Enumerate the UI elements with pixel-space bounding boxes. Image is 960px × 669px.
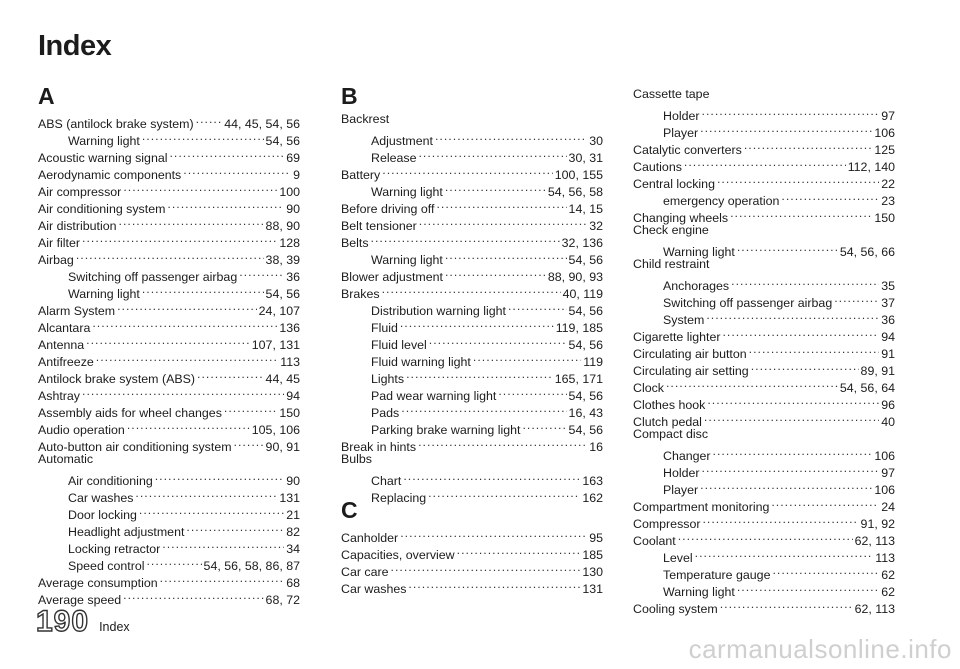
dot-leader	[76, 247, 264, 264]
entry-pages: 68	[286, 576, 300, 590]
entry-term: Catalytic converters	[633, 143, 742, 157]
index-subentry	[38, 264, 300, 284]
entry-term: Lights	[371, 372, 405, 386]
dot-leader	[82, 230, 277, 247]
entry-pages: 119, 185	[555, 321, 603, 335]
entry-pages: 90	[286, 202, 300, 216]
entry-pages: 21	[286, 508, 300, 522]
dot-leader	[666, 375, 838, 392]
entry-term: Before driving off	[341, 202, 435, 216]
entry-term: Release	[371, 151, 417, 165]
entry-term: Headlight adjustment	[68, 525, 185, 539]
entry-term: Changing wheels	[633, 211, 729, 225]
dot-leader	[391, 559, 581, 576]
entry-pages: 54, 56	[568, 389, 603, 403]
dot-leader	[234, 434, 264, 451]
entry-pages: 106	[874, 483, 895, 497]
entry-pages: 94	[881, 330, 895, 344]
entry-term: Brakes	[341, 287, 380, 301]
entry-term: Blower adjustment	[341, 270, 443, 284]
entry-term: Acoustic warning signal	[38, 151, 168, 165]
entry-pages: 35	[881, 279, 895, 293]
entry-pages: 30	[589, 134, 603, 148]
entry-pages: 54, 56	[568, 304, 603, 318]
index-entry	[633, 86, 895, 103]
index-entry	[633, 222, 895, 239]
entry-term: Compact disc	[633, 427, 709, 441]
index-entry	[633, 392, 895, 412]
dot-leader	[160, 570, 285, 587]
entry-pages: 37	[881, 296, 895, 310]
index-subentry	[38, 468, 300, 488]
entry-pages: 96	[881, 398, 895, 412]
entry-term: Average speed	[38, 593, 122, 607]
dot-leader	[86, 332, 250, 349]
entry-pages: 119	[583, 355, 603, 369]
dot-leader	[834, 290, 879, 307]
entry-term: Belts	[341, 236, 369, 250]
entry-term: Level	[663, 551, 693, 565]
dot-leader	[522, 417, 566, 434]
page-title: Index	[38, 30, 112, 62]
entry-pages: 54, 56, 58	[547, 185, 603, 199]
dot-leader	[737, 239, 838, 256]
entry-term: Automatic	[38, 452, 94, 466]
dot-leader	[751, 358, 859, 375]
entry-pages: 106	[874, 449, 895, 463]
entry-pages: 94	[286, 389, 300, 403]
dot-leader	[169, 145, 284, 162]
index-entry	[341, 525, 603, 545]
entry-term: Warning light	[371, 253, 443, 267]
entry-pages: 131	[582, 582, 603, 596]
entry-pages: 54, 56	[265, 287, 300, 301]
entry-term: Chart	[371, 474, 402, 488]
dot-leader	[720, 596, 853, 613]
entry-term: Antifreeze	[38, 355, 94, 369]
dot-leader	[695, 545, 874, 562]
entry-pages: 68, 72	[265, 593, 300, 607]
dot-leader	[406, 366, 553, 383]
index-subentry	[341, 298, 603, 318]
entry-term: Battery	[341, 168, 381, 182]
dot-leader	[197, 366, 264, 383]
entry-pages: 163	[582, 474, 603, 488]
entry-pages: 24, 107	[258, 304, 300, 318]
entry-pages: 88, 90, 93	[547, 270, 603, 284]
dot-leader	[224, 400, 277, 417]
entry-pages: 9	[293, 168, 300, 182]
entry-term: Locking retractor	[68, 542, 161, 556]
dot-leader	[419, 213, 587, 230]
entry-term: Antenna	[38, 338, 85, 352]
entry-term: Clutch pedal	[633, 415, 702, 429]
entry-term: Fluid level	[371, 338, 427, 352]
dot-leader	[96, 349, 278, 366]
entry-pages: 136	[279, 321, 300, 335]
entry-term: Fluid warning light	[371, 355, 471, 369]
entry-term: Canholder	[341, 531, 399, 545]
entry-term: Antilock brake system (ABS)	[38, 372, 195, 386]
index-entry	[38, 247, 300, 267]
dot-leader	[183, 162, 291, 179]
dot-leader	[781, 188, 879, 205]
dot-leader	[731, 273, 879, 290]
entry-term: Coolant	[633, 534, 676, 548]
page-number: 190	[36, 605, 90, 638]
entry-pages: 14, 15	[568, 202, 603, 216]
page-footer	[36, 605, 130, 639]
entry-pages: 91	[881, 347, 895, 361]
dot-leader	[730, 205, 872, 222]
index-subentry	[341, 128, 603, 148]
entry-pages: 82	[286, 525, 300, 539]
entry-pages: 125	[874, 143, 895, 157]
entry-pages: 32, 136	[561, 236, 603, 250]
index-entry	[633, 426, 895, 443]
dot-leader	[678, 528, 853, 545]
dot-leader	[702, 511, 858, 528]
entry-pages: 38, 39	[265, 253, 300, 267]
dot-leader	[119, 213, 264, 230]
dot-leader	[196, 111, 223, 128]
entry-term: emergency operation	[663, 194, 780, 208]
entry-term: Audio operation	[38, 423, 125, 437]
dot-leader	[498, 383, 566, 400]
entry-term: Car care	[341, 565, 389, 579]
entry-pages: 34	[286, 542, 300, 556]
entry-term: Switching off passenger airbag	[68, 270, 238, 284]
index-entry	[633, 375, 895, 395]
entry-term: Air filter	[38, 236, 80, 250]
entry-pages: 100, 155	[554, 168, 603, 182]
dot-leader	[445, 247, 567, 264]
dot-leader	[445, 179, 546, 196]
entry-term: Alarm System	[38, 304, 116, 318]
entry-term: Auto-button air conditioning system	[38, 440, 232, 454]
entry-pages: 44, 45, 54, 56	[224, 117, 300, 131]
dot-leader	[123, 179, 277, 196]
entry-pages: 105, 106	[251, 423, 300, 437]
dot-leader	[400, 525, 587, 542]
index-entry	[341, 111, 603, 128]
entry-term: Cigarette lighter	[633, 330, 721, 344]
index-entry	[341, 230, 603, 250]
entry-term: Central locking	[633, 177, 715, 191]
dot-leader	[436, 196, 566, 213]
entry-term: Cassette tape	[633, 87, 710, 101]
entry-pages: 54, 56	[265, 134, 300, 148]
entry-pages: 22	[881, 177, 895, 191]
dot-leader	[167, 196, 284, 213]
entry-pages: 107, 131	[251, 338, 300, 352]
index-section-c-continued	[633, 86, 895, 616]
entry-pages: 54, 56	[568, 423, 603, 437]
dot-leader	[139, 502, 284, 519]
entry-term: Belt tensioner	[341, 219, 417, 233]
dot-leader	[82, 383, 284, 400]
index-subentry	[633, 239, 895, 259]
entry-pages: 40	[881, 415, 895, 429]
index-subentry	[633, 273, 895, 293]
entry-term: Warning light	[663, 585, 735, 599]
dot-leader	[737, 579, 879, 596]
entry-term: Air distribution	[38, 219, 117, 233]
dot-leader	[146, 553, 201, 570]
entry-term: Parking brake warning light	[371, 423, 521, 437]
entry-term: Holder	[663, 109, 700, 123]
entry-term: Check engine	[633, 223, 709, 237]
dot-leader	[186, 519, 284, 536]
entry-term: Temperature gauge	[663, 568, 771, 582]
entry-term: Warning light	[68, 134, 140, 148]
dot-leader	[707, 392, 879, 409]
dot-leader	[702, 460, 880, 477]
entry-term: Average consumption	[38, 576, 158, 590]
entry-pages: 112, 140	[847, 160, 895, 174]
entry-term: Ashtray	[38, 389, 81, 403]
entry-pages: 162	[582, 491, 603, 505]
entry-pages: 54, 56, 66	[839, 245, 895, 259]
entry-pages: 62	[881, 585, 895, 599]
entry-pages: 44, 45	[265, 372, 300, 386]
entry-term: Capacities, overview	[341, 548, 455, 562]
index-section-c	[341, 496, 603, 596]
dot-leader	[117, 298, 257, 315]
dot-leader	[382, 281, 561, 298]
entry-pages: 97	[881, 466, 895, 480]
entry-term: Player	[663, 126, 699, 140]
entry-term: Warning light	[68, 287, 140, 301]
dot-leader	[772, 562, 879, 579]
dot-leader	[744, 137, 873, 154]
entry-term: Car washes	[68, 491, 134, 505]
entry-pages: 54, 56, 58, 86, 87	[203, 559, 300, 573]
entry-pages: 113	[875, 551, 895, 565]
entry-term: ABS (antilock brake system)	[38, 117, 194, 131]
entry-pages: 88, 90	[265, 219, 300, 233]
entry-pages: 89, 91	[860, 364, 895, 378]
dot-leader	[771, 494, 879, 511]
dot-leader	[155, 468, 284, 485]
entry-term: Compressor	[633, 517, 701, 531]
dot-leader	[162, 536, 284, 553]
entry-pages: 165, 171	[554, 372, 603, 386]
entry-pages: 62	[881, 568, 895, 582]
dot-leader	[418, 434, 587, 451]
entry-pages: 62, 113	[854, 534, 895, 548]
dot-leader	[142, 281, 264, 298]
entry-term: Replacing	[371, 491, 427, 505]
entry-term: Assembly aids for wheel changes	[38, 406, 222, 420]
entry-term: Pad wear warning light	[371, 389, 497, 403]
entry-pages: 150	[874, 211, 895, 225]
entry-term: Circulating air button	[633, 347, 747, 361]
entry-term: Airbag	[38, 253, 74, 267]
index-subentry	[633, 103, 895, 123]
entry-term: Cooling system	[633, 602, 718, 616]
entry-term: Air conditioning	[68, 474, 153, 488]
entry-pages: 150	[279, 406, 300, 420]
entry-term: Holder	[663, 466, 700, 480]
dot-leader	[400, 315, 554, 332]
dot-leader	[135, 485, 277, 502]
dot-leader	[717, 171, 879, 188]
entry-pages: 131	[279, 491, 300, 505]
entry-term: Air conditioning system	[38, 202, 166, 216]
dot-leader	[92, 315, 277, 332]
entry-pages: 23	[881, 194, 895, 208]
entry-pages: 69	[286, 151, 300, 165]
entry-term: Warning light	[663, 245, 735, 259]
dot-leader	[702, 103, 880, 120]
entry-term: System	[663, 313, 705, 327]
entry-pages: 100	[279, 185, 300, 199]
dot-leader	[401, 400, 566, 417]
entry-term: Warning light	[371, 185, 443, 199]
index-section-a	[38, 82, 300, 607]
dot-leader	[408, 576, 580, 593]
entry-term: Distribution warning light	[371, 304, 506, 318]
index-subentry	[633, 443, 895, 463]
entry-term: Switching off passenger airbag	[663, 296, 833, 310]
section-letter: A	[38, 83, 55, 109]
dot-leader	[457, 542, 581, 559]
entry-pages: 54, 56, 64	[839, 381, 895, 395]
dot-leader	[700, 120, 872, 137]
entry-term: Backrest	[341, 112, 390, 126]
dot-leader	[382, 162, 553, 179]
entry-term: Circulating air setting	[633, 364, 749, 378]
entry-pages: 91, 92	[860, 517, 895, 531]
watermark: carmanualsonline.info	[688, 634, 952, 664]
entry-term: Clothes hook	[633, 398, 706, 412]
index-subentry	[341, 468, 603, 488]
dot-leader	[722, 324, 879, 341]
dot-leader	[142, 128, 264, 145]
dot-leader	[508, 298, 567, 315]
entry-term: Door locking	[68, 508, 137, 522]
entry-term: Aerodynamic components	[38, 168, 182, 182]
entry-term: Clock	[633, 381, 664, 395]
entry-pages: 106	[874, 126, 895, 140]
dot-leader	[127, 417, 250, 434]
dot-leader	[684, 154, 846, 171]
entry-term: Player	[663, 483, 699, 497]
entry-pages: 95	[589, 531, 603, 545]
entry-pages: 54, 56	[568, 338, 603, 352]
entry-pages: 185	[582, 548, 603, 562]
entry-term: Car washes	[341, 582, 407, 596]
entry-pages: 24	[881, 500, 895, 514]
entry-pages: 32	[589, 219, 603, 233]
entry-pages: 16	[589, 440, 603, 454]
index-section-b	[341, 82, 603, 505]
section-letter: B	[341, 83, 358, 109]
entry-term: Break in hints	[341, 440, 417, 454]
dot-leader	[371, 230, 560, 247]
dot-leader	[749, 341, 880, 358]
entry-term: Speed control	[68, 559, 145, 573]
index-subentry	[341, 247, 603, 267]
index-entry	[38, 111, 300, 131]
entry-term: Air compressor	[38, 185, 122, 199]
entry-term: Changer	[663, 449, 711, 463]
dot-leader	[418, 145, 566, 162]
entry-pages: 36	[881, 313, 895, 327]
entry-term: Adjustment	[371, 134, 433, 148]
dot-leader	[445, 264, 546, 281]
entry-pages: 90	[286, 474, 300, 488]
entry-term: Pads	[371, 406, 400, 420]
footer-label: Index	[99, 620, 130, 634]
dot-leader	[706, 307, 879, 324]
entry-pages: 97	[881, 109, 895, 123]
dot-leader	[704, 409, 879, 426]
dot-leader	[473, 349, 581, 366]
entry-pages: 90, 91	[265, 440, 300, 454]
entry-pages: 54, 56	[568, 253, 603, 267]
dot-leader	[123, 587, 263, 604]
dot-leader	[429, 332, 567, 349]
dot-leader	[239, 264, 284, 281]
entry-term: Cautions	[633, 160, 682, 174]
section-letter: C	[341, 497, 358, 523]
dot-leader	[700, 477, 872, 494]
entry-pages: 128	[279, 236, 300, 250]
dot-leader	[713, 443, 873, 460]
dot-leader	[403, 468, 580, 485]
entry-term: Fluid	[371, 321, 398, 335]
entry-pages: 40, 119	[562, 287, 603, 301]
dot-leader	[435, 128, 587, 145]
entry-term: Bulbs	[341, 452, 372, 466]
entry-term: Compartment monitoring	[633, 500, 770, 514]
entry-term: Child restraint	[633, 257, 710, 271]
entry-term: Anchorages	[663, 279, 730, 293]
entry-pages: 113	[280, 355, 300, 369]
entry-pages: 62, 113	[854, 602, 895, 616]
entry-pages: 36	[286, 270, 300, 284]
entry-pages: 130	[582, 565, 603, 579]
entry-term: Alcantara	[38, 321, 91, 335]
entry-pages: 16, 43	[568, 406, 603, 420]
entry-pages: 30, 31	[568, 151, 603, 165]
